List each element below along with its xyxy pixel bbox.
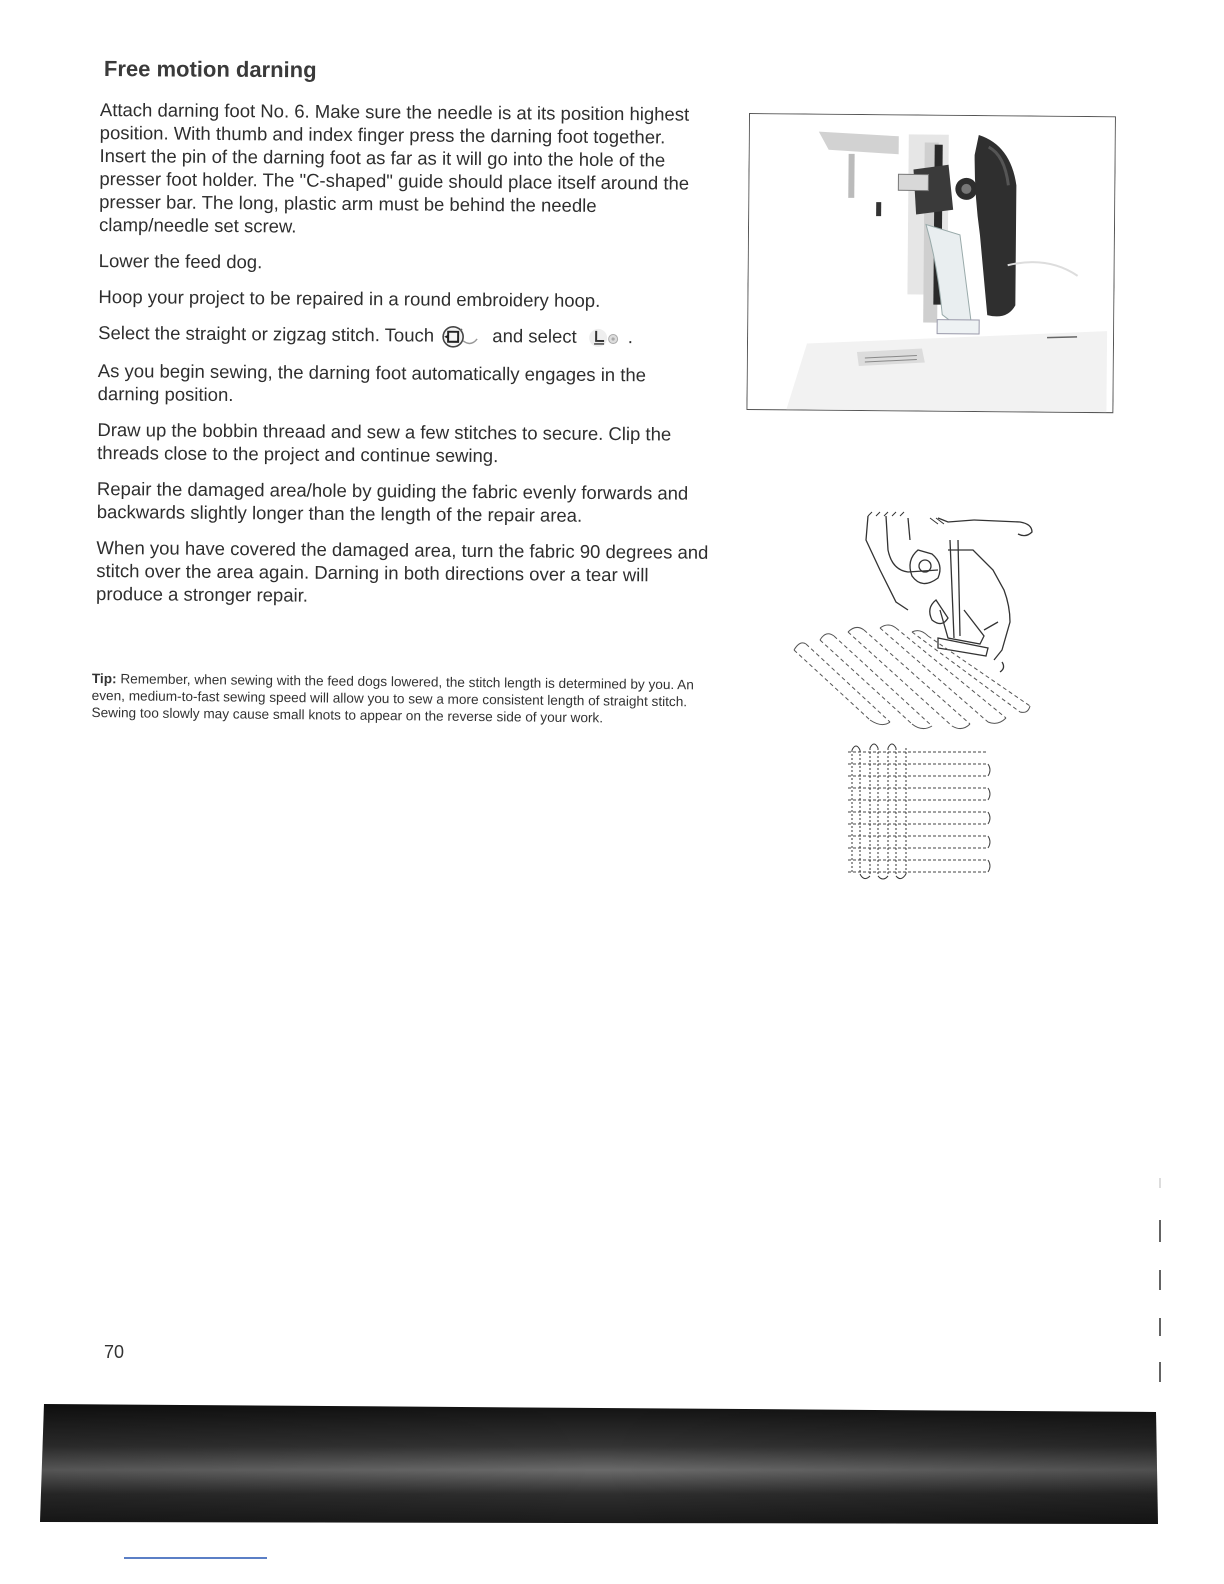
scan-edge-marks	[1150, 1170, 1170, 1390]
select-stitch-text-start: Select the straight or zigzag stitch. Touch	[98, 321, 435, 346]
paragraph-turn-fabric: When you have covered the damaged area, turn the fabric 90 degrees and stitch over the area again. Darning in both directions over a tear will produce a stronger repair.	[96, 537, 709, 606]
feed-dog-touch-icon	[441, 325, 485, 349]
paragraph-darning-position: As you begin sewing, the darning foot automatically engages in the darning position.	[97, 360, 647, 406]
select-stitch-text-middle: and select	[492, 325, 577, 347]
tip-text: Remember, when sewing with the feed dogs lowered, the stitch length is determined by you. An even, medium-to-fast sewing speed will allow you to sew a more consistent length of straight stitch. Sewing too slowly may cause small knots to appear on the reverse side of your work.	[91, 671, 694, 726]
paragraph-select-stitch	[98, 321, 710, 351]
paragraph-hoop-project: Hoop your project to be repaired in a round embroidery hoop.	[98, 285, 601, 311]
feed-dog-lowered-icon	[584, 327, 626, 349]
paragraph-attach-foot: Attach darning foot No. 6. Make sure the needle is at its position highest position. With thumb and index finger press the darning foot together. Insert the pin of the darning foot as far as it will go into the hole of the presser foot holder. The "C-shaped" guide should place itself around the presser bar. The long, plastic arm must be behind the needle clamp/needle set screw.	[98, 98, 690, 237]
paragraph-bobbin-thread: Draw up the bobbin threaad and sew a few stitches to secure. Clip the threads close to the project and continue sewing.	[97, 419, 672, 467]
instructions-body	[96, 98, 712, 623]
select-stitch-text-end: .	[627, 326, 634, 348]
scan-dark-band	[40, 1398, 1158, 1524]
page-title: Free motion darning	[103, 56, 317, 83]
paragraph-repair-area: Repair the damaged area/hole by guiding the fabric evenly forwards and backwards slightly longer than the length of the repair area.	[96, 478, 689, 526]
page-number: 70	[104, 1342, 125, 1362]
tip-label: Tip:	[91, 670, 117, 687]
darning-stitch-diagram	[788, 510, 1050, 882]
darning-foot-photo	[746, 113, 1116, 416]
tip-note	[91, 670, 706, 727]
bottom-rule	[124, 1557, 267, 1559]
paragraph-lower-feed-dog: Lower the feed dog.	[98, 249, 263, 273]
